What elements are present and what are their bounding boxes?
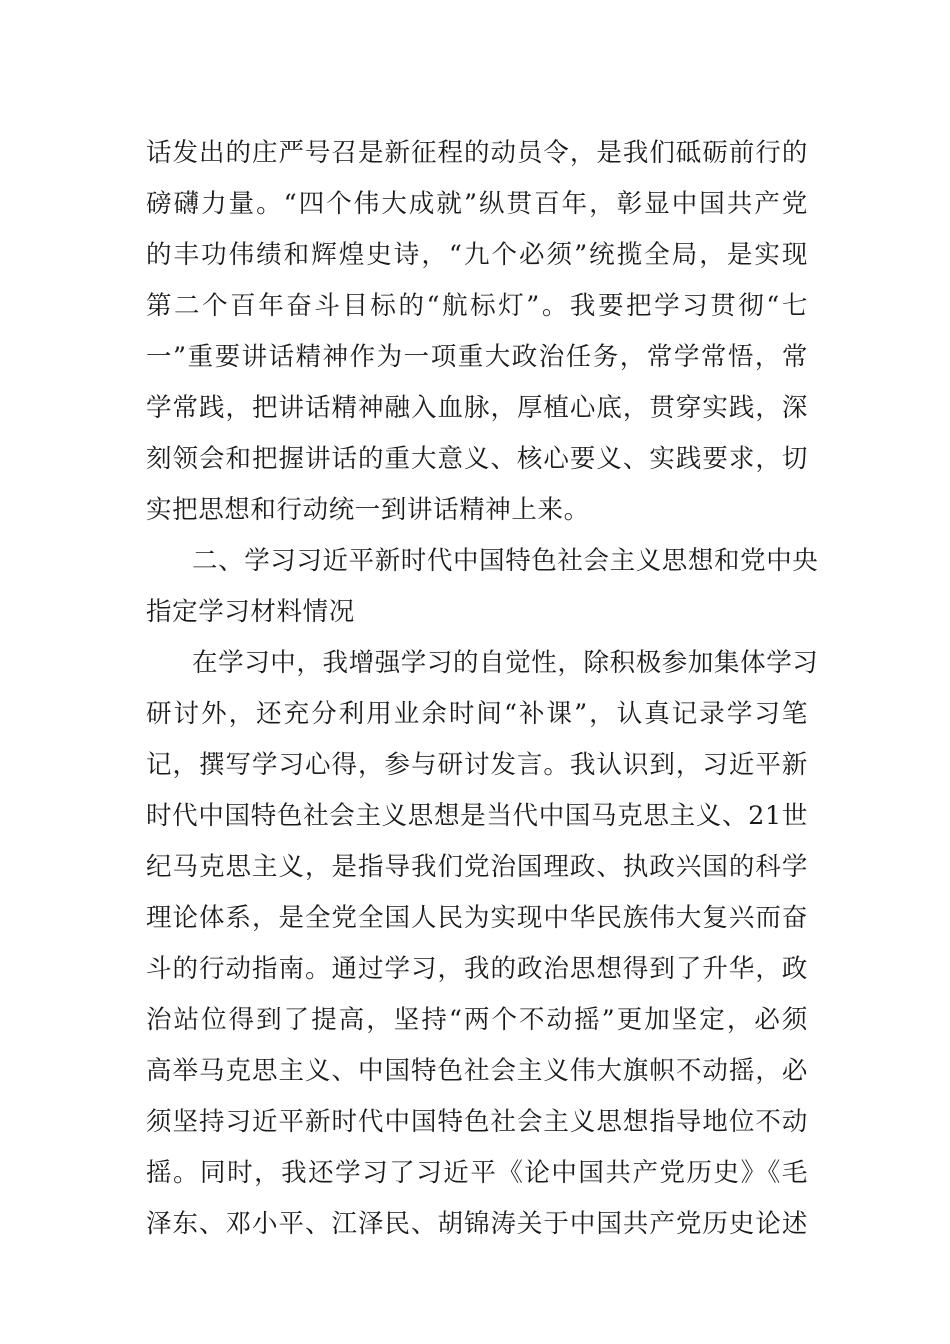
text-line: 磅礴力量。“四个伟大成就”纵贯百年，彰显中国共产党 xyxy=(146,189,808,219)
text-line: 摇。同时，我还学习了习近平《论中国共产党历史》《毛 xyxy=(146,1158,808,1188)
text-line: 实把思想和行动统一到讲话精神上来。 xyxy=(146,495,590,525)
text-line: 学常践，把讲话精神融入血脉，厚植心底，贯穿实践，深 xyxy=(146,393,808,423)
text-line: 时代中国特色社会主义思想是当代中国马克思主义、21世 xyxy=(146,801,808,831)
text-line: 纪马克思主义，是指导我们党治国理政、执政兴国的科学 xyxy=(146,852,808,882)
text-line: 刻领会和把握讲话的重大意义、核心要义、实践要求，切 xyxy=(146,444,808,474)
text-line: 话发出的庄严号召是新征程的动员令，是我们砥砺前行的 xyxy=(146,138,808,168)
text-line: 在学习中，我增强学习的自觉性，除积极参加集体学习 xyxy=(192,648,819,678)
text-line: 记，撰写学习心得，参与研讨发言。我认识到，习近平新 xyxy=(146,750,808,780)
paragraph-speech-summary xyxy=(146,128,808,536)
heading-line: 二、学习习近平新时代中国特色社会主义思想和党中央 xyxy=(192,546,819,576)
text-line: 的丰功伟绩和辉煌史诗，“九个必须”统揽全局，是实现 xyxy=(146,240,808,270)
text-line: 高举马克思主义、中国特色社会主义伟大旗帜不动摇，必 xyxy=(146,1056,808,1086)
text-line: 第二个百年奋斗目标的“航标灯”。我要把学习贯彻“七 xyxy=(146,291,808,321)
text-line: 治站位得到了提高，坚持“两个不动摇”更加坚定，必须 xyxy=(146,1005,808,1035)
paragraph-study-thought xyxy=(146,638,819,1250)
text-line: 研讨外，还充分利用业余时间“补课”，认真记录学习笔 xyxy=(146,699,808,729)
document-body xyxy=(146,128,819,1250)
text-line: 斗的行动指南。通过学习，我的政治思想得到了升华，政 xyxy=(146,954,808,984)
text-line: 须坚持习近平新时代中国特色社会主义思想指导地位不动 xyxy=(146,1107,808,1137)
section-heading xyxy=(146,536,819,638)
text-line: 一”重要讲话精神作为一项重大政治任务，常学常悟，常 xyxy=(146,342,808,372)
text-line: 泽东、邓小平、江泽民、胡锦涛关于中国共产党历史论述 xyxy=(146,1209,808,1239)
text-line: 理论体系，是全党全国人民为实现中华民族伟大复兴而奋 xyxy=(146,903,808,933)
heading-line: 指定学习材料情况 xyxy=(146,597,355,627)
